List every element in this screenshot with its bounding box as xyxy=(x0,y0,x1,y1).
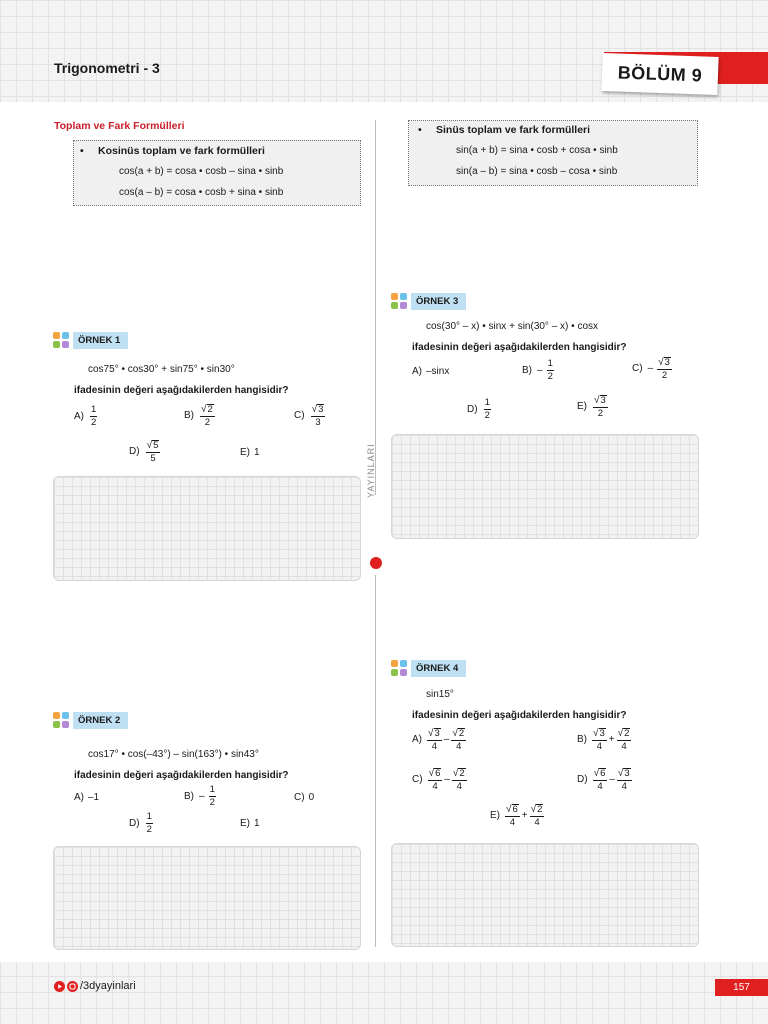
ornek-blocks-icon xyxy=(391,660,408,677)
ornek-3-option-d[interactable]: D) $\frac{1}{2}$ xyxy=(467,397,490,421)
ornek-1-option-c[interactable]: C) √ 3 3 xyxy=(294,403,324,428)
ornek-2-option-b[interactable]: B) – $\frac{1}{2}$ xyxy=(184,784,215,808)
ornek-4-question: ifadesinin değeri aşağıdakilerden hangisidir? xyxy=(412,710,627,721)
page-title: Trigonometri - 3 xyxy=(54,60,160,76)
ornek-2-badge xyxy=(53,712,128,729)
page-number: 157 xyxy=(715,979,768,996)
ornek-4-option-a[interactable]: A) √ 3 4 – √ 2 4 xyxy=(412,727,465,752)
chapter-label: BÖLÜM 9 xyxy=(601,53,718,95)
ornek-1-option-a[interactable]: A) $\frac{1}{2}$ xyxy=(74,404,97,428)
ornek-4-badge xyxy=(391,660,466,677)
instagram-icon[interactable] xyxy=(67,981,78,992)
publisher-logo-icon xyxy=(370,557,382,569)
ornek-2-option-d[interactable]: D) $\frac{1}{2}$ xyxy=(129,811,152,835)
cos-sum-formula: cos(a + b) = cosa • cosb – sina • sinb xyxy=(119,166,284,177)
ornek-blocks-icon xyxy=(391,293,408,310)
ornek-1-answer-area[interactable] xyxy=(53,476,361,581)
ornek-4-option-b[interactable]: B) √ 3 4 + √ 2 4 xyxy=(577,727,630,752)
ornek-1-question: ifadesinin değeri aşağıdakilerden hangisidir? xyxy=(74,385,289,396)
ornek-3-option-a[interactable]: A) –sinx xyxy=(412,366,450,377)
cos-box-bullet: • xyxy=(80,145,84,157)
sin-box-bullet: • xyxy=(418,124,422,136)
youtube-icon[interactable] xyxy=(54,981,65,992)
ornek-1-expression: cos75° • cos30° + sin75° • sin30° xyxy=(88,364,235,375)
ornek-1-badge xyxy=(53,332,128,349)
ornek-3-question: ifadesinin değeri aşağıdakilerden hangisidir? xyxy=(412,342,627,353)
publisher-vertical-text: YAYINLARI xyxy=(366,443,376,498)
ornek-3-option-b[interactable]: B) – $\frac{1}{2}$ xyxy=(522,358,553,382)
ornek-4-option-e[interactable]: E) √ 6 4 + √ 2 4 xyxy=(490,803,543,828)
ornek-1-label: ÖRNEK 1 xyxy=(73,332,128,349)
ornek-4-option-d[interactable]: D) √ 6 4 – √ 3 4 xyxy=(577,767,630,792)
ornek-blocks-icon xyxy=(53,712,70,729)
sin-sum-formula: sin(a + b) = sina • cosb + cosa • sinb xyxy=(456,145,618,156)
ornek-2-label: ÖRNEK 2 xyxy=(73,712,128,729)
ornek-3-label: ÖRNEK 3 xyxy=(411,293,466,310)
cos-diff-formula: cos(a – b) = cosa • cosb + sina • sinb xyxy=(119,187,284,198)
cos-box-title: Kosinüs toplam ve fark formülleri xyxy=(98,145,265,157)
ornek-4-expression: sin15° xyxy=(426,689,454,700)
ornek-2-option-c[interactable]: C) 0 xyxy=(294,792,315,803)
ornek-1-option-e[interactable]: E) 1 xyxy=(240,447,260,458)
ornek-2-question: ifadesinin değeri aşağıdakilerden hangisidir? xyxy=(74,770,289,781)
ornek-2-option-e[interactable]: E) 1 xyxy=(240,818,260,829)
ornek-1-option-b[interactable]: B) √ 2 2 xyxy=(184,403,213,428)
ornek-3-option-e[interactable]: E) √ 3 2 xyxy=(577,394,606,419)
ornek-3-answer-area[interactable] xyxy=(391,434,699,539)
footer-social[interactable] xyxy=(54,980,136,992)
ornek-4-option-c[interactable]: C) √ 6 4 – √ 2 4 xyxy=(412,767,465,792)
ornek-2-expression: cos17° • cos(–43°) – sin(163°) • sin43° xyxy=(88,749,259,760)
sin-diff-formula: sin(a – b) = sina • cosb – cosa • sinb xyxy=(456,166,618,177)
ornek-2-answer-area[interactable] xyxy=(53,846,361,950)
social-handle[interactable]: /3dyayinlari xyxy=(80,980,136,992)
ornek-3-option-c[interactable]: C) – √ 3 2 xyxy=(632,356,670,381)
column-divider xyxy=(375,120,376,495)
ornek-3-expression: cos(30° – x) • sinx + sin(30° – x) • cosx xyxy=(426,321,599,332)
sin-box-title: Sinüs toplam ve fark formülleri xyxy=(436,124,591,136)
ornek-blocks-icon xyxy=(53,332,70,349)
section-title: Toplam ve Fark Formülleri xyxy=(54,120,185,132)
ornek-1-option-d[interactable]: D) √ 5 5 xyxy=(129,439,159,464)
ornek-3-badge xyxy=(391,293,466,310)
column-divider-lower xyxy=(375,575,376,947)
ornek-4-label: ÖRNEK 4 xyxy=(411,660,466,677)
ornek-4-answer-area[interactable] xyxy=(391,843,699,947)
ornek-2-option-a[interactable]: A) –1 xyxy=(74,792,100,803)
